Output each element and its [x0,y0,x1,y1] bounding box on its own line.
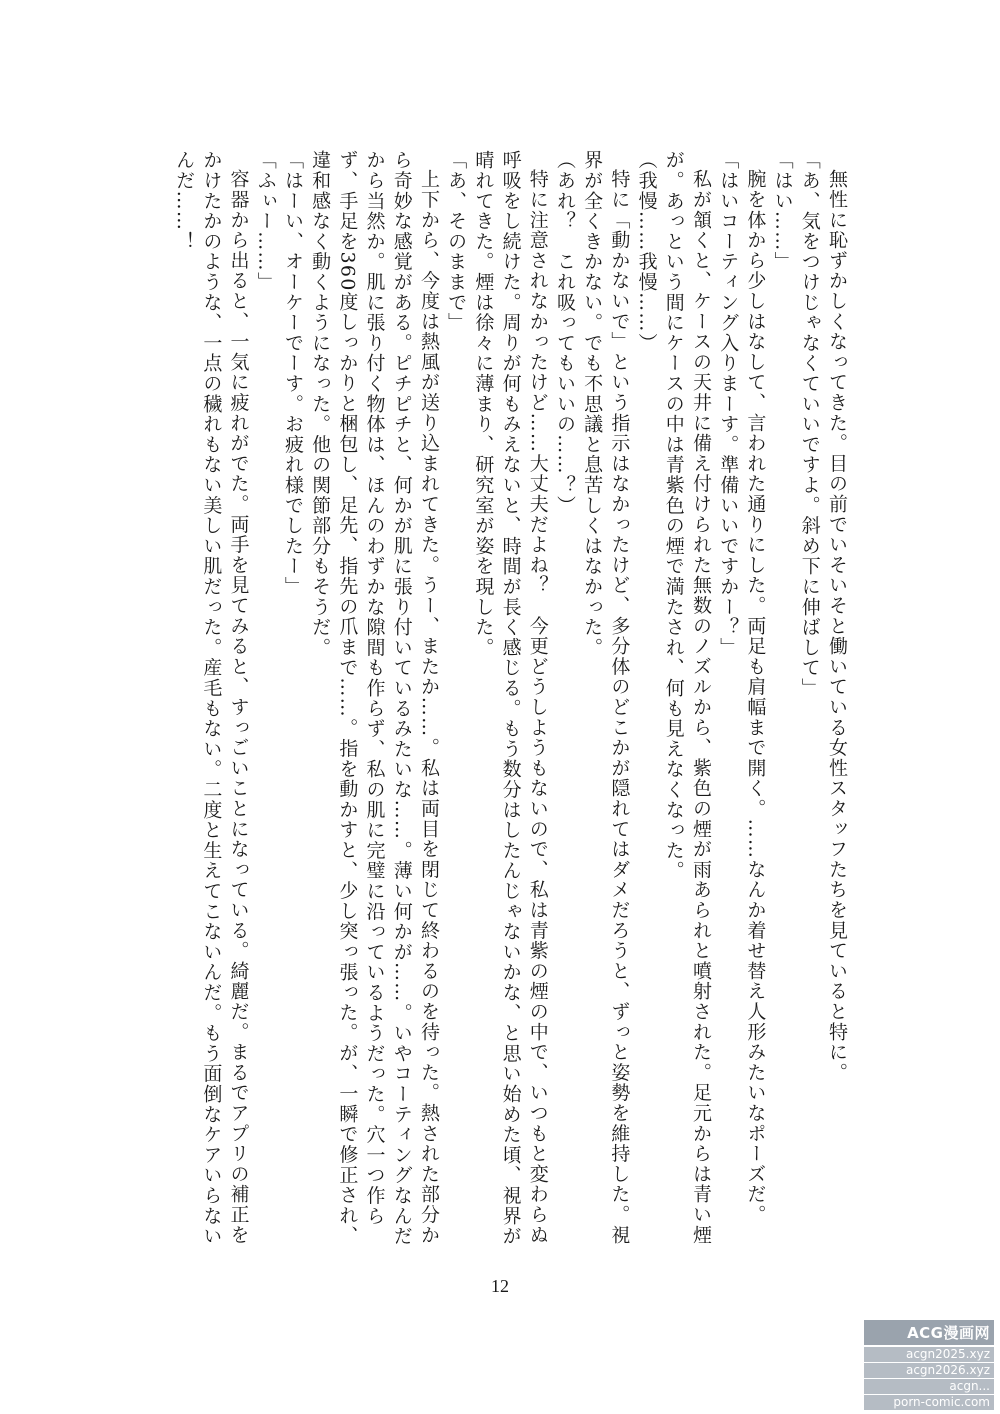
dialogue-line: 「ふぃー……」 [254,150,277,293]
watermark-url: acgn... [864,1379,994,1394]
dialogue-line: 「あ、そのままで」 [445,150,468,333]
watermark-url: acgn2026.xyz [864,1363,994,1378]
novel-text-body [170,150,850,1260]
dialogue-line: （あれ？ これ吸ってもいいの……？） [553,150,576,516]
dialogue-line: 「はーい、オーケーでーす。お疲れ様でしたー」 [281,150,304,597]
dialogue-line: 「あ、気をつけじゃなくていいですよ。斜め下に伸ばして」 [798,150,821,699]
paragraph: 容器から出ると、一気に疲れがでた。両手を見てみると、すっごいことになっている。綺麗だ。まるでアプリの補正をかけたかのような、一点の穢れもない美しい肌だった。産毛もない。二度と生えてこないんだ。もう面倒なケアいらないんだ……！ [173,150,250,1247]
paragraph: 上下から、今度は熱風が送り込まれてきた。うー、またか……。私は両目を閉じて終わるのを待った。熱された部分から奇妙な感覚がある。ピチピチと、何かが肌に張り付いているみたいな……。薄い何かが……。いやコーティングなんだから当然か。肌に張り付く物体は、ほんのわずかな隙間も作らず、私の肌に完璧に沿っているようだった。穴一つ作らず、手足を360度しっかりと梱包し、足先、指先の爪まで……。指を動かすと、少し突っ張った。が、一瞬で修正され、違和感なく動くようになった。他の関節部分もそうだ。 [309,150,440,1247]
watermark-url: acgn2025.xyz [864,1347,994,1362]
watermark-url: porn-comic.com [864,1395,994,1410]
paragraph: 特に注意されなかったけど……大丈夫だよね？ 今更どうしようもないので、私は青紫の煙の中で、いつもと変わらぬ呼吸をし続けた。周りが何もみえないと、時間が長く感じる。もう数分はしたんじゃないかな、と思い始めた頃、視界が晴れてきた。煙は徐々に薄まり、研究室が姿を現した。 [472,150,549,1247]
dialogue-line: 「はい……」 [771,150,794,272]
paragraph: 無性に恥ずかしくなってきた。目の前でいそいそと働いている女性スタッフたちを見ていると特に。 [826,169,848,1083]
paragraph: 私が頷くと、ケースの天井に備え付けられた無数のノズルから、紫色の煙が雨あられと噴射された。足元からは青い煙が。あっという間にケースの中は青紫色の煙で満たされ、何も見えなくなった。 [662,150,712,1245]
dialogue-line: （我慢……我慢……） [635,150,658,353]
page-number: 12 [491,1276,509,1296]
paragraph: 腕を体から少しはなして、言われた通りにした。両足も肩幅まで開く。……なんか着せ替え人形みたいなポーズだ。 [744,169,767,1225]
watermark-logo: ACG漫画网 [864,1320,994,1345]
site-watermark [864,1320,994,1410]
paragraph: 特に「動かないで」という指示はなかったけど、多分体のどこかが隠れてはダメだろうと、ずっと姿勢を維持した。視界が全くきかない。でも不思議と息苦しくはなかった。 [581,150,631,1245]
dialogue-line: 「はいコーティング入りまーす。準備いいですかー？」 [717,150,740,658]
